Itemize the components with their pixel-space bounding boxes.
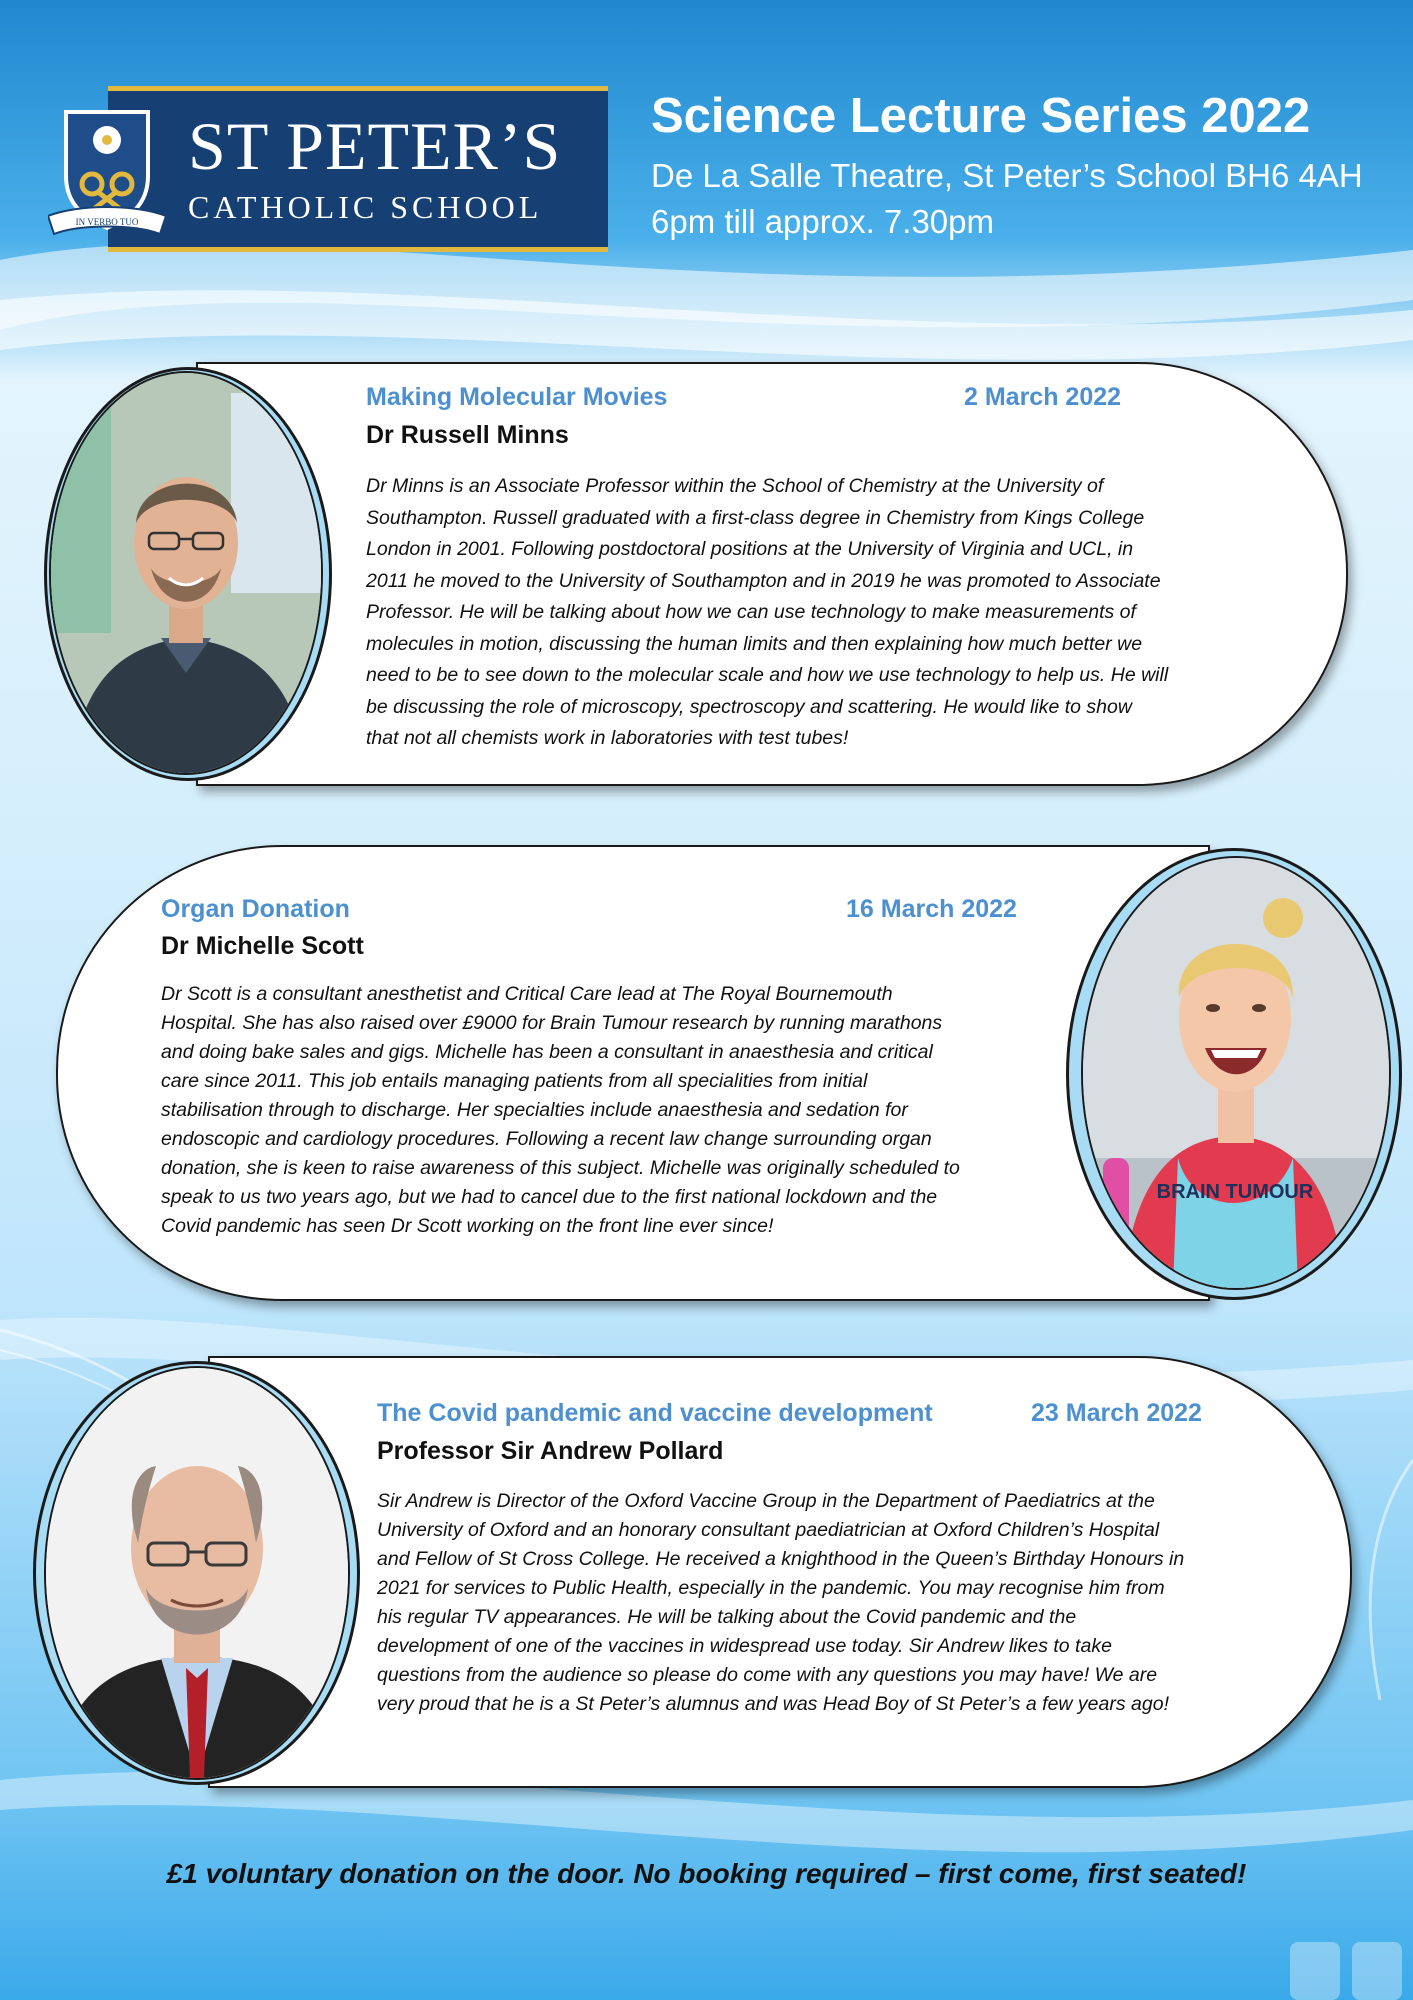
school-subtitle: CATHOLIC SCHOOL — [188, 189, 543, 225]
bio-line: Dr Scott is a consultant anesthetist and Critical Care lead at The Royal Bournemouth — [161, 983, 893, 1005]
bio-line: donation, she is keen to raise awareness of this subject. Michelle was originally scheduled to — [161, 1157, 960, 1179]
lecture-speaker: Dr Michelle Scott — [161, 932, 364, 960]
bio-line: 2011 he moved to the University of Southampton and in 2019 he was promoted to Associate — [366, 569, 1161, 592]
school-logo — [108, 86, 608, 252]
time: 6pm till approx. 7.30pm — [651, 203, 995, 240]
bio-line: development of one of the vaccines in widespread use today. Sir Andrew likes to take — [377, 1635, 1112, 1657]
lecture-bio — [377, 1487, 1277, 1719]
bio-line: Dr Minns is an Associate Professor within the School of Chemistry at the University of — [366, 475, 1104, 497]
bio-line: London in 2001. Following postdoctoral positions at the University of Virginia and UCL, in — [366, 538, 1134, 560]
footer-note: £1 voluntary donation on the door. No booking required – first come, first seated! — [166, 1858, 1247, 1889]
bio-line: questions from the audience so please do come with any questions you may have! We are — [377, 1664, 1158, 1686]
photo-bib-text: BRAIN TUMOUR — [1156, 1181, 1314, 1203]
bio-line: stabilisation through to discharge. Her specialties include anaesthesia and sedation for — [161, 1099, 908, 1121]
bio-line: Hospital. She has also raised over £9000 for Brain Tumour research by running marathons — [161, 1012, 943, 1034]
speaker-photo-pollard — [44, 1366, 350, 1780]
venue: De La Salle Theatre, St Peter’s School BH6 4AH — [651, 157, 1363, 194]
bio-line: Covid pandemic has seen Dr Scott working on the front line ever since! — [161, 1215, 774, 1237]
bio-line: molecules in motion, discussing the human limits and then explaining how much better we — [366, 632, 1143, 655]
lecture-date: 23 March 2022 — [1031, 1399, 1202, 1427]
crest-motto: IN VERBO TUO — [75, 217, 139, 227]
speaker-photo-minns — [49, 371, 323, 775]
bio-line: very proud that he is a St Peter’s alumnus and was Head Boy of St Peter’s a few years ago! — [377, 1693, 1169, 1715]
lecture-bio — [161, 980, 1061, 1241]
bio-line: 2021 for services to Public Health, especially in the pandemic. You may recognise him from — [377, 1577, 1165, 1599]
bio-line: and Fellow of St Cross College. He received a knighthood in the Queen’s Birthday Honours in — [377, 1548, 1185, 1570]
bio-line: need to be to see down to the molecular scale and how we use technology to help us. He will — [366, 664, 1169, 686]
bio-line: speak to us two years ago, but we had to cancel due to the first national lockdown and the — [161, 1186, 938, 1208]
lecture-date: 2 March 2022 — [964, 383, 1122, 411]
lecture-title: Making Molecular Movies — [366, 383, 668, 411]
school-crest-icon — [48, 106, 166, 236]
lecture-speaker: Professor Sir Andrew Pollard — [377, 1437, 724, 1465]
bio-line: care since 2011. This job entails managing patients from all specialities from initial — [161, 1070, 868, 1092]
bio-line: that not all chemists work in laboratories with test tubes! — [366, 727, 849, 749]
bio-line: Professor. He will be talking about how we can use technology to make measurements of — [366, 601, 1136, 623]
bio-line: Southampton. Russell graduated with a first-class degree in Chemistry from Kings College — [366, 506, 1145, 529]
bio-line: Sir Andrew is Director of the Oxford Vaccine Group in the Department of Paediatrics at the — [377, 1490, 1155, 1512]
lecture-speaker: Dr Russell Minns — [366, 421, 569, 449]
bio-line: University of Oxford and an honorary consultant paediatrician at Oxford Children’s Hospital — [377, 1519, 1160, 1541]
school-name: ST PETER’S — [188, 108, 562, 184]
speaker-photo-scott — [1081, 856, 1391, 1290]
corner-decoration — [1290, 1942, 1410, 2000]
bio-line: endoscopic and cardiology procedures. Following a recent law change surrounding organ — [161, 1128, 932, 1150]
bio-line: and doing bake sales and gigs. Michelle has been a consultant in anaesthesia and critical — [161, 1041, 933, 1063]
bio-line: his regular TV appearances. He will be talking about the Covid pandemic and the — [377, 1606, 1077, 1628]
lecture-bio — [366, 471, 1296, 755]
lecture-title: Organ Donation — [161, 895, 350, 923]
lecture-title: The Covid pandemic and vaccine development — [377, 1399, 933, 1427]
lecture-date: 16 March 2022 — [846, 895, 1017, 923]
header — [0, 0, 1413, 290]
bio-line: be discussing the role of microscopy, spectroscopy and scattering. He would like to show — [366, 695, 1132, 718]
series-title: Science Lecture Series 2022 — [651, 89, 1311, 143]
